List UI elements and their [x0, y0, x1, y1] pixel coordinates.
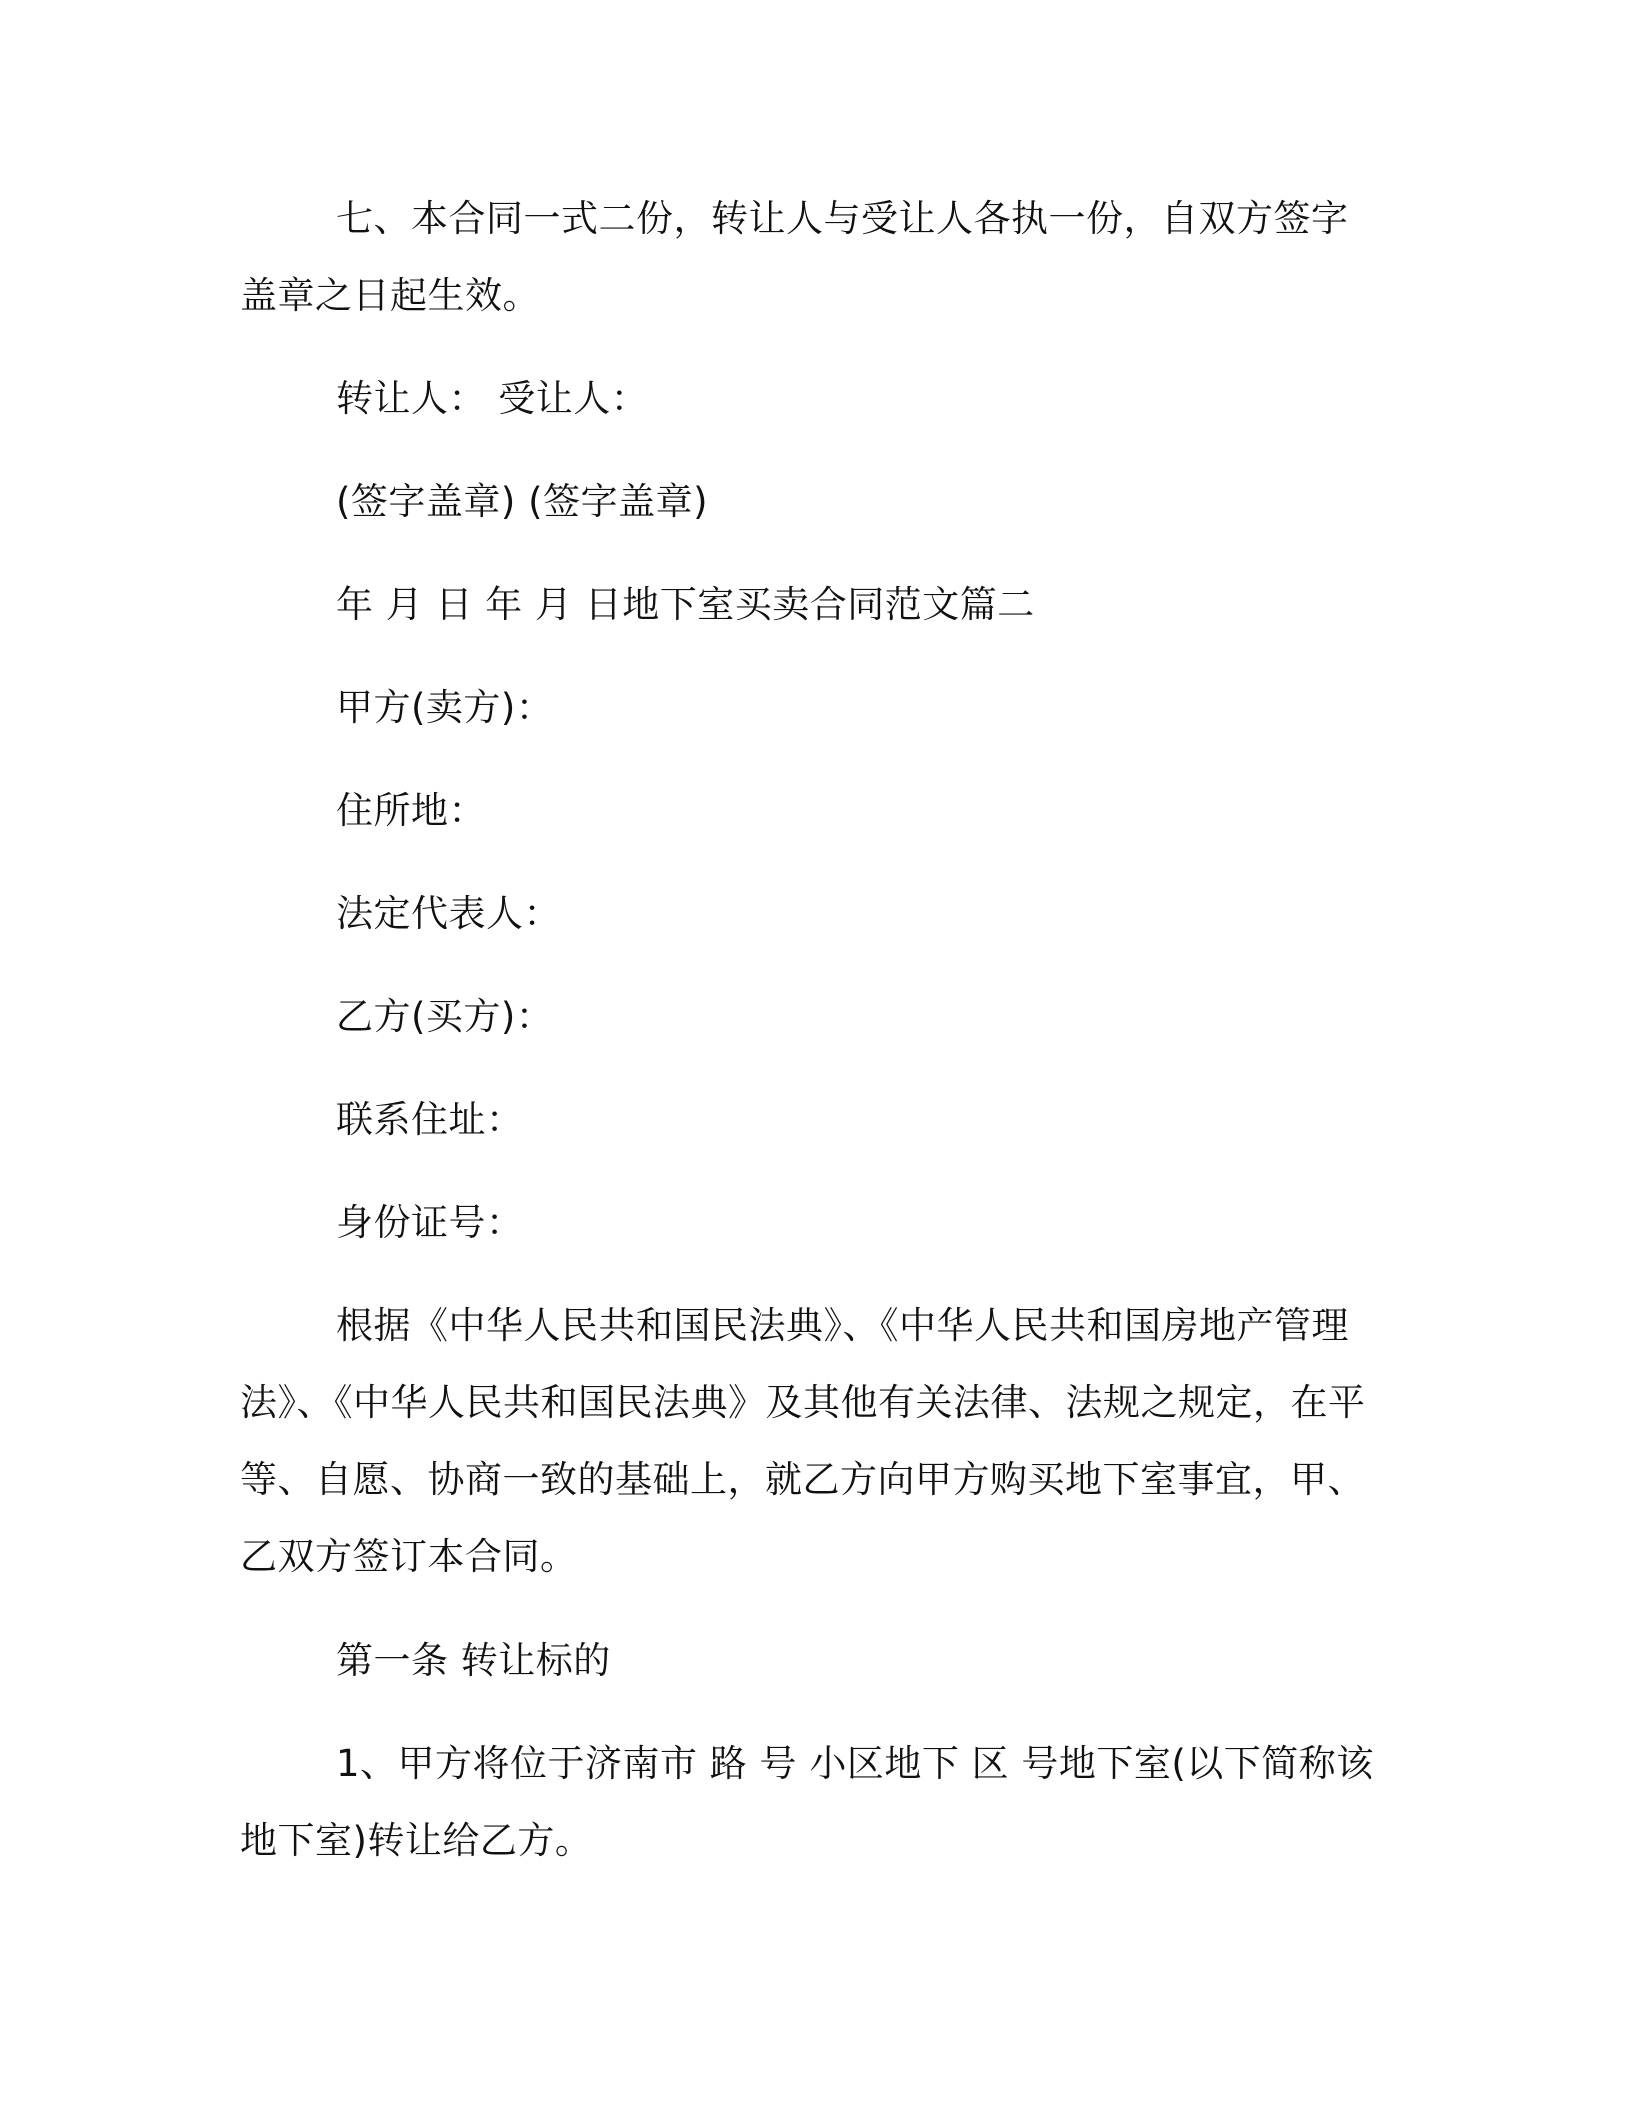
- paragraph-signature-seal: (签字盖章) (签字盖章): [336, 480, 709, 523]
- paragraph-legal-basis: 根据《中华人民共和国民法典》、《中华人民共和国房地产管理法》、《中华人民共和国民法典》及其他有关法律、法规之规定，在平等、自愿、协商一致的基础上，就乙方向甲方购买地下室事宜，甲、乙双方签订本合同。: [240, 1304, 1366, 1578]
- paragraph-signatories: 转让人： 受让人：: [336, 377, 649, 420]
- paragraph-id-number: 身份证号：: [336, 1201, 524, 1244]
- paragraph-address: 住所地：: [336, 789, 486, 832]
- paragraph-contact-address: 联系住址：: [336, 1098, 524, 1141]
- paragraph-party-b: 乙方(买方)：: [336, 995, 554, 1038]
- paragraph-party-a: 甲方(卖方)：: [336, 686, 554, 729]
- paragraph-article-one-heading: 第一条 转让标的: [336, 1639, 611, 1682]
- paragraph-date-heading: 年 月 日 年 月 日地下室买卖合同范文篇二: [336, 583, 1035, 626]
- paragraph-legal-representative: 法定代表人：: [336, 892, 561, 935]
- paragraph-clause-seven: 七、本合同一式二份，转让人与受让人各执一份，自双方签字盖章之日起生效。: [240, 197, 1349, 317]
- paragraph-article-one-item-one: 1、甲方将位于济南市 路 号 小区地下 区 号地下室(以下简称该地下室)转让给乙方。: [240, 1742, 1374, 1862]
